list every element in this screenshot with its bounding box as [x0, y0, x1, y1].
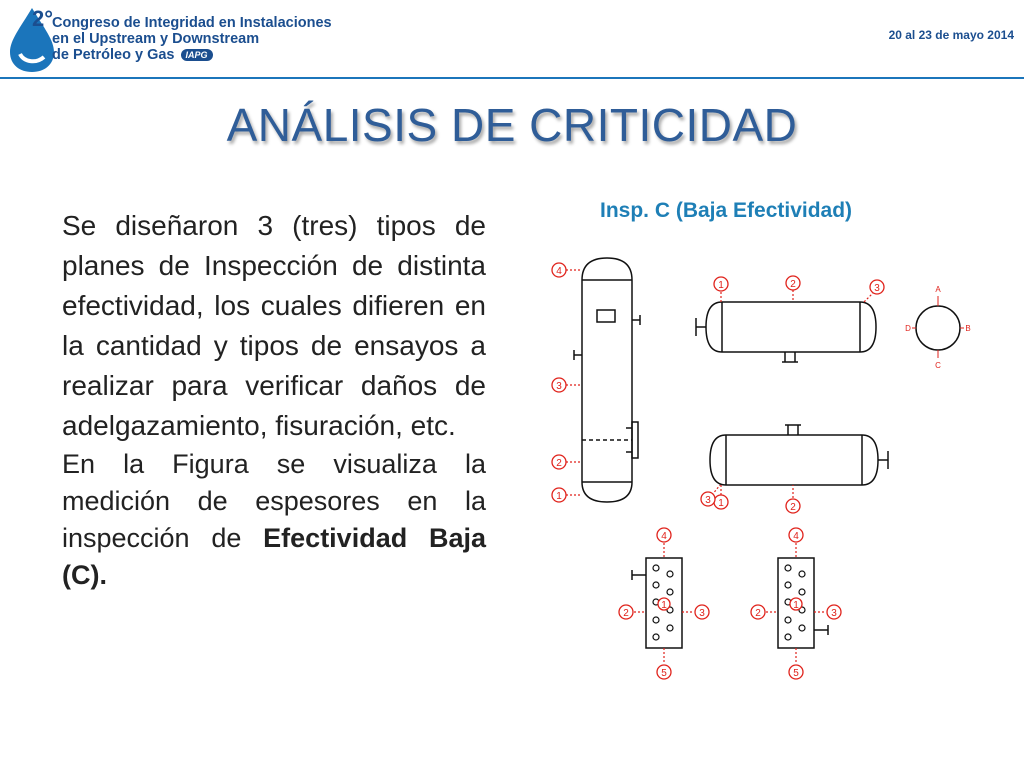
paragraph-1: Se diseñaron 3 (tres) tipos de planes de Inspección de distinta efectividad, los cuales difieren en la cantidad y tipos de ensayos a realizar para verificar daños de adelgazamiento, fisuración, etc. [62, 210, 486, 441]
cross-section-markers [905, 285, 971, 370]
paragraph-2-bold: Efectividad Baja (C). [62, 523, 486, 590]
brand-line-1: Congreso de Integridad en Instalaciones [52, 15, 332, 31]
marker-label: 3 [705, 495, 711, 506]
marker-label: 2 [755, 608, 761, 619]
marker-label: 1 [718, 280, 724, 291]
body-text [62, 206, 486, 594]
event-date: 20 al 23 de mayo 2014 [888, 28, 1014, 42]
horizontal-vessel-top [696, 302, 876, 362]
congress-name [52, 15, 332, 63]
marker-label: A [935, 285, 941, 294]
brand-line-3: de Petróleo y Gas [52, 47, 175, 63]
tube-bundle-right [778, 558, 828, 648]
marker-label: 1 [718, 498, 724, 509]
marker-label: 3 [831, 608, 837, 619]
vertical-vessel [574, 258, 640, 502]
marker-label: 2 [790, 502, 796, 513]
marker-label: 3 [874, 283, 880, 294]
marker-label: 1 [793, 600, 799, 611]
horizontal-vessel-bottom [710, 425, 888, 485]
header-divider [0, 77, 1024, 79]
marker-label: 3 [556, 381, 562, 392]
paragraph-2 [62, 446, 486, 594]
iapg-badge: IAPG [181, 49, 213, 61]
congress-logo-icon [6, 2, 58, 74]
header-bar [0, 0, 1024, 80]
marker-label: 4 [556, 266, 562, 277]
marker-label: 2 [623, 608, 629, 619]
marker-label: 5 [793, 668, 799, 679]
logo-number: 2° [32, 6, 54, 31]
marker-label: 2 [790, 279, 796, 290]
marker-label: 1 [556, 491, 562, 502]
marker-label: 4 [793, 531, 799, 542]
brand-line-2: en el Upstream y Downstream [52, 31, 260, 47]
marker-label: 5 [661, 668, 667, 679]
inspection-figure [540, 240, 980, 700]
slide-title: ANÁLISIS DE CRITICIDAD [226, 99, 798, 151]
figure-title: Insp. C (Baja Efectividad) [600, 199, 853, 222]
paragraph-2-text: En la Figura se visualiza la medición de espesores en la inspección de [62, 449, 486, 553]
marker-label: 4 [661, 531, 667, 542]
marker-label: C [935, 361, 941, 370]
marker-label: 3 [699, 608, 705, 619]
marker-label: 1 [661, 600, 667, 611]
marker-label: D [905, 324, 911, 333]
cross-section [916, 306, 960, 350]
marker-label: 2 [556, 458, 562, 469]
inspection-markers [552, 263, 884, 679]
tube-bundle-left [632, 558, 682, 648]
marker-label: B [965, 324, 971, 333]
